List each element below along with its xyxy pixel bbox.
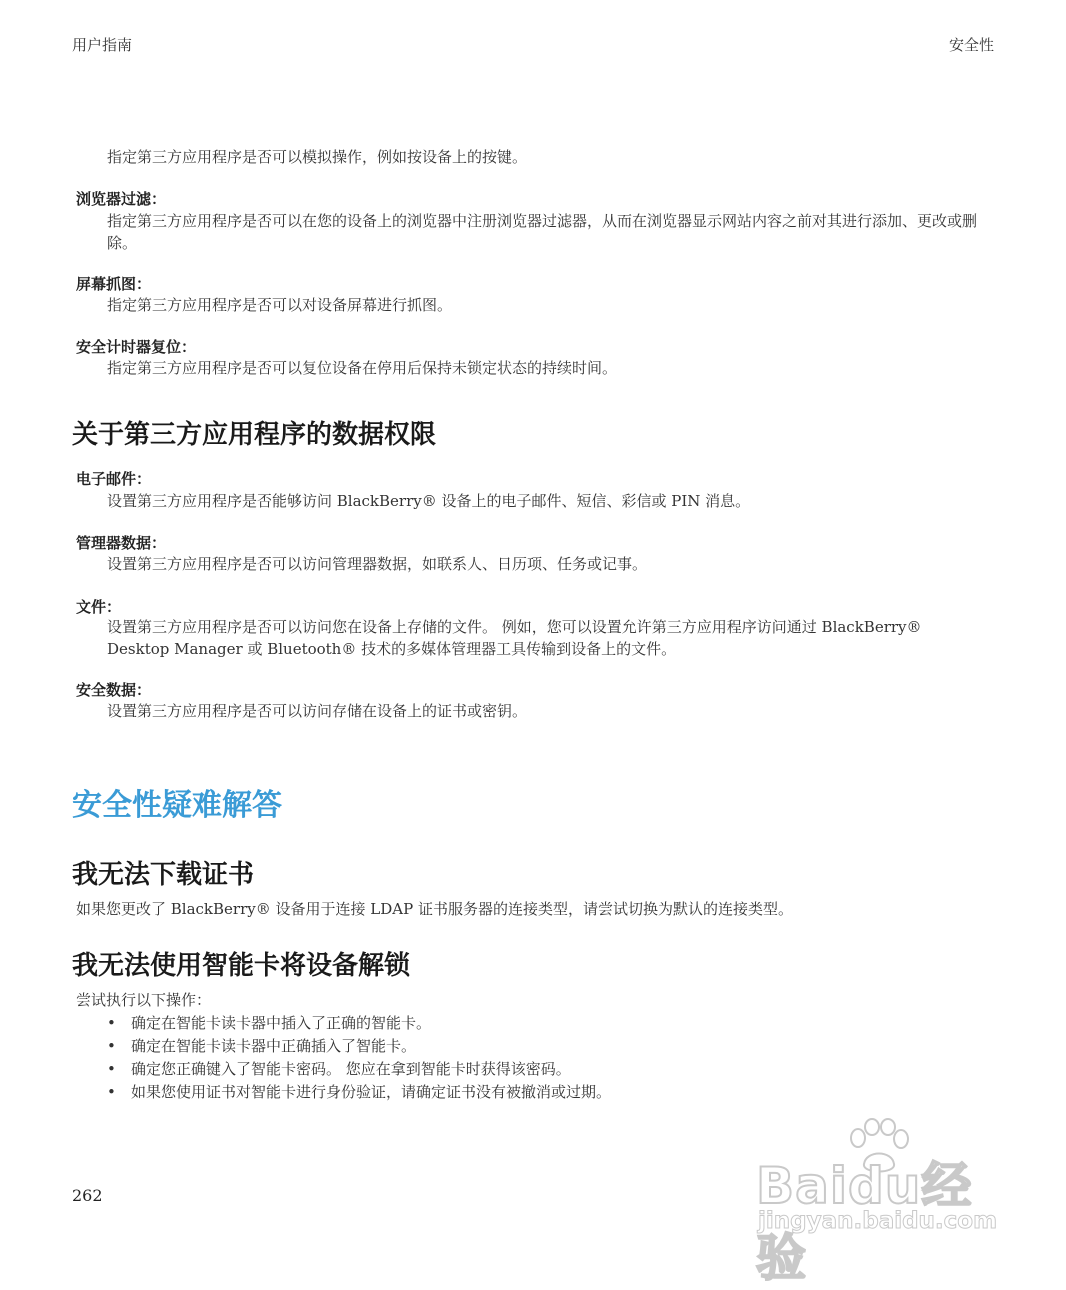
list-item: • 确定在智能卡读卡器中正确插入了智能卡。	[107, 1035, 611, 1058]
bullet-icon: •	[107, 1014, 116, 1032]
data-term-email: 电子邮件：	[76, 470, 152, 488]
header-section-title: 安全性	[948, 36, 994, 54]
data-term-files: 文件：	[76, 598, 122, 616]
data-term-organizer: 管理器数据：	[76, 534, 167, 552]
chapter-title-troubleshooting: 安全性疑难解答	[72, 788, 282, 823]
data-desc-files: 设置第三方应用程序是否可以访问您在设备上存储的文件。 例如，您可以设置允许第三方应用程序访问通过 BlackBerry® Desktop Manager 或 Bluetooth® 技术的多媒体管理器工具传输到设备上的文件。	[107, 618, 922, 658]
bullet-icon: •	[107, 1083, 116, 1101]
topic-title-smartcard-unlock: 我无法使用智能卡将设备解锁	[72, 951, 411, 981]
data-desc-security-data: 设置第三方应用程序是否可以访问存储在设备上的证书或密钥。	[107, 702, 528, 720]
data-desc-organizer: 设置第三方应用程序是否可以访问管理器数据，如联系人、日历项、任务或记事。	[107, 555, 648, 573]
permission-desc-security-timer: 指定第三方应用程序是否可以复位设备在停用后保持未锁定状态的持续时间。	[107, 359, 618, 377]
bullet-icon: •	[107, 1037, 116, 1055]
smartcard-checklist	[107, 1012, 611, 1104]
topic-body-cannot-download-cert: 如果您更改了 BlackBerry® 设备用于连接 LDAP 证书服务器的连接类型，请尝试切换为默认的连接类型。	[76, 900, 793, 918]
list-item: • 如果您使用证书对智能卡进行身份验证，请确定证书没有被撤消或过期。	[107, 1081, 611, 1104]
baidu-watermark	[756, 1118, 1006, 1287]
permission-desc-screen-capture: 指定第三方应用程序是否可以对设备屏幕进行抓图。	[107, 296, 453, 314]
watermark-main-text: Baidu经验	[756, 1157, 973, 1287]
data-term-security-data: 安全数据：	[76, 681, 152, 699]
topic-title-cannot-download-cert: 我无法下载证书	[72, 860, 255, 890]
permission-term-browser-filter: 浏览器过滤：	[76, 190, 167, 208]
permission-term-screen-capture: 屏幕抓图：	[76, 275, 152, 293]
bullet-icon: •	[107, 1060, 116, 1078]
watermark-url-text: jingyan.baidu.com	[758, 1208, 998, 1234]
permission-term-security-timer: 安全计时器复位：	[76, 338, 197, 356]
permission-desc-simulate-input: 指定第三方应用程序是否可以模拟操作，例如按设备上的按键。	[107, 148, 528, 166]
permission-desc-browser-filter: 指定第三方应用程序是否可以在您的设备上的浏览器中注册浏览器过滤器，从而在浏览器显示网站内容之前对其进行添加、更改或删除。	[107, 212, 978, 252]
header-doc-title: 用户指南	[72, 36, 133, 54]
data-desc-email: 设置第三方应用程序是否能够访问 BlackBerry® 设备上的电子邮件、短信、彩信或 PIN 消息。	[107, 492, 751, 510]
page-number: 262	[72, 1186, 103, 1205]
topic-intro-smartcard-unlock: 尝试执行以下操作：	[76, 991, 212, 1009]
list-item: • 确定您正确键入了智能卡密码。 您应在拿到智能卡时获得该密码。	[107, 1058, 611, 1081]
list-item: • 确定在智能卡读卡器中插入了正确的智能卡。	[107, 1012, 611, 1035]
section-title-data-permissions: 关于第三方应用程序的数据权限	[72, 420, 437, 450]
